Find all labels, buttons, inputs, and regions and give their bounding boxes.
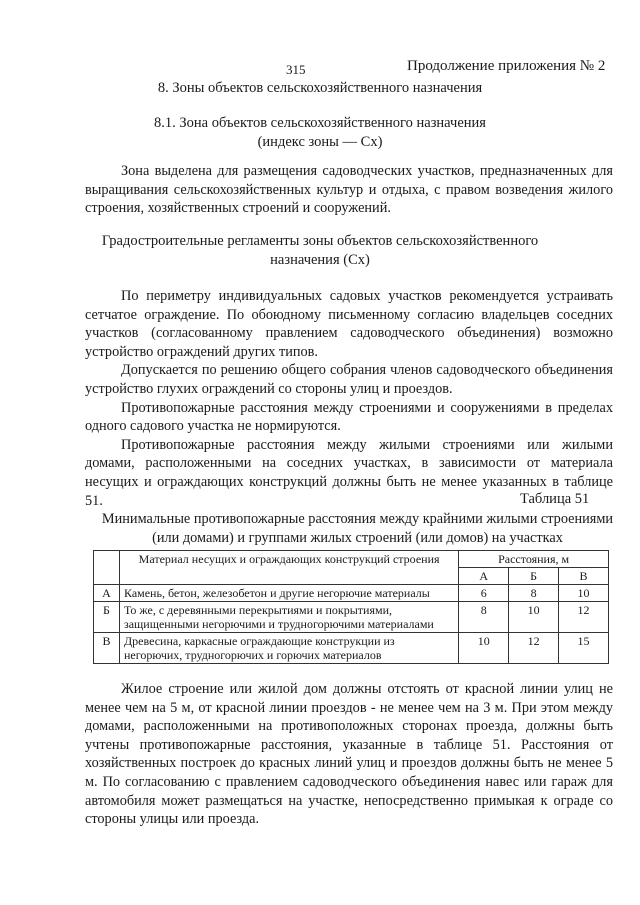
intro-paragraph-block <box>85 162 613 218</box>
subsection-title-line2: (индекс зоны — Сх) <box>257 134 383 150</box>
table-label: Таблица 51 <box>520 491 590 507</box>
table-row <box>94 585 609 602</box>
table-subheader-b: Б <box>509 568 559 585</box>
table-subheader-c: В <box>559 568 609 585</box>
row-value-b: 12 <box>509 633 559 664</box>
table-header-distances: Расстояния, м <box>459 551 609 568</box>
row-material: Древесина, каркасные ограждающие конструкции из негорючих, трудногорючих и горючих материалов <box>119 633 458 664</box>
row-value-a: 10 <box>459 633 509 664</box>
section-title: 8. Зоны объектов сельскохозяйственного назначения <box>157 80 483 96</box>
row-value-c: 12 <box>559 602 609 633</box>
closing-paragraph: Жилое строение или жилой дом должны отстоять от красной линии улиц не менее чем на 5 м, от красной линии проездов - не менее чем на 3 м. При этом между домами, расположенными на противоположных сторонах проезда, должны быть учтены противопожарные расстояния, указанные в таблице 51. Расстояния от хозяйственных построек до красных линий улиц и проездов должны быть не менее 5 м. По согласованию с правлением садоводческого объединения навес или гараж для автомобиля может размещаться на участке, непосредственно примыкая к ограде со стороны улицы или проезда. <box>85 681 613 828</box>
row-value-a: 6 <box>459 585 509 602</box>
table-header-material: Материал несущих и ограждающих конструкций строения <box>119 551 458 585</box>
fire-distance-table <box>93 550 609 664</box>
row-value-c: 15 <box>559 633 609 664</box>
paragraph-fencing: По периметру индивидуальных садовых участков рекомендуется устраивать сетчатое ограждение. По обоюдному письменному согласию владельцев соседних участков (согласованному правлением садоводческого объединения) возможно устройство ограждений других типов. <box>85 288 613 360</box>
row-value-c: 10 <box>559 585 609 602</box>
row-material: Камень, бетон, железобетон и другие негорючие материалы <box>119 585 458 602</box>
page-number: 315 <box>286 62 306 77</box>
paragraph-fire-distance-same-plot: Противопожарные расстояния между строениями и сооружениями в пределах одного садового участка не нормируются. <box>85 399 613 435</box>
regulations-title <box>0 232 640 270</box>
row-value-b: 10 <box>509 602 559 633</box>
continuation-note: Продолжение приложения № 2 <box>407 58 606 74</box>
regulations-title-line2: назначения (Сх) <box>270 252 370 268</box>
rules-block <box>85 287 613 510</box>
table-title: Минимальные противопожарные расстояния между крайними жилыми строениями (или домами) и группами жилых строений (или домов) на участках <box>101 511 614 546</box>
row-code: Б <box>94 602 120 633</box>
table-header-code <box>94 551 120 585</box>
table-row <box>94 602 609 633</box>
table-row <box>94 633 609 664</box>
subsection-title <box>0 114 640 152</box>
row-code: В <box>94 633 120 664</box>
row-material: То же, с деревянными перекрытиями и покрытиями, защищенными негорючими и трудногорючими материалами <box>119 602 458 633</box>
row-value-a: 8 <box>459 602 509 633</box>
table-subheader-a: А <box>459 568 509 585</box>
row-code: А <box>94 585 120 602</box>
paragraph-solid-fences: Допускается по решению общего собрания членов садоводческого объединения устройство глухих ограждений со стороны улиц и проездов. <box>85 362 613 397</box>
row-value-b: 8 <box>509 585 559 602</box>
regulations-title-line1: Градостроительные регламенты зоны объектов сельскохозяйственного <box>101 233 539 249</box>
closing-paragraph-block <box>85 680 613 829</box>
table-header-row <box>94 551 609 568</box>
intro-paragraph: Зона выделена для размещения садоводческих участков, предназначенных для выращивания сельскохозяйственных культур и отдыха, с правом возведения жилого строения, хозяйственных строений и сооружений. <box>85 163 613 217</box>
paragraph-fire-distance-neighbors: Противопожарные расстояния между жилыми строениями или жилыми домами, расположенными на соседних участках, в зависимости от материала несущих и ограждающих конструкций должны быть не менее указанных в таблице 51. <box>85 436 613 509</box>
subsection-title-line1: 8.1. Зона объектов сельскохозяйственного назначения <box>154 115 486 131</box>
